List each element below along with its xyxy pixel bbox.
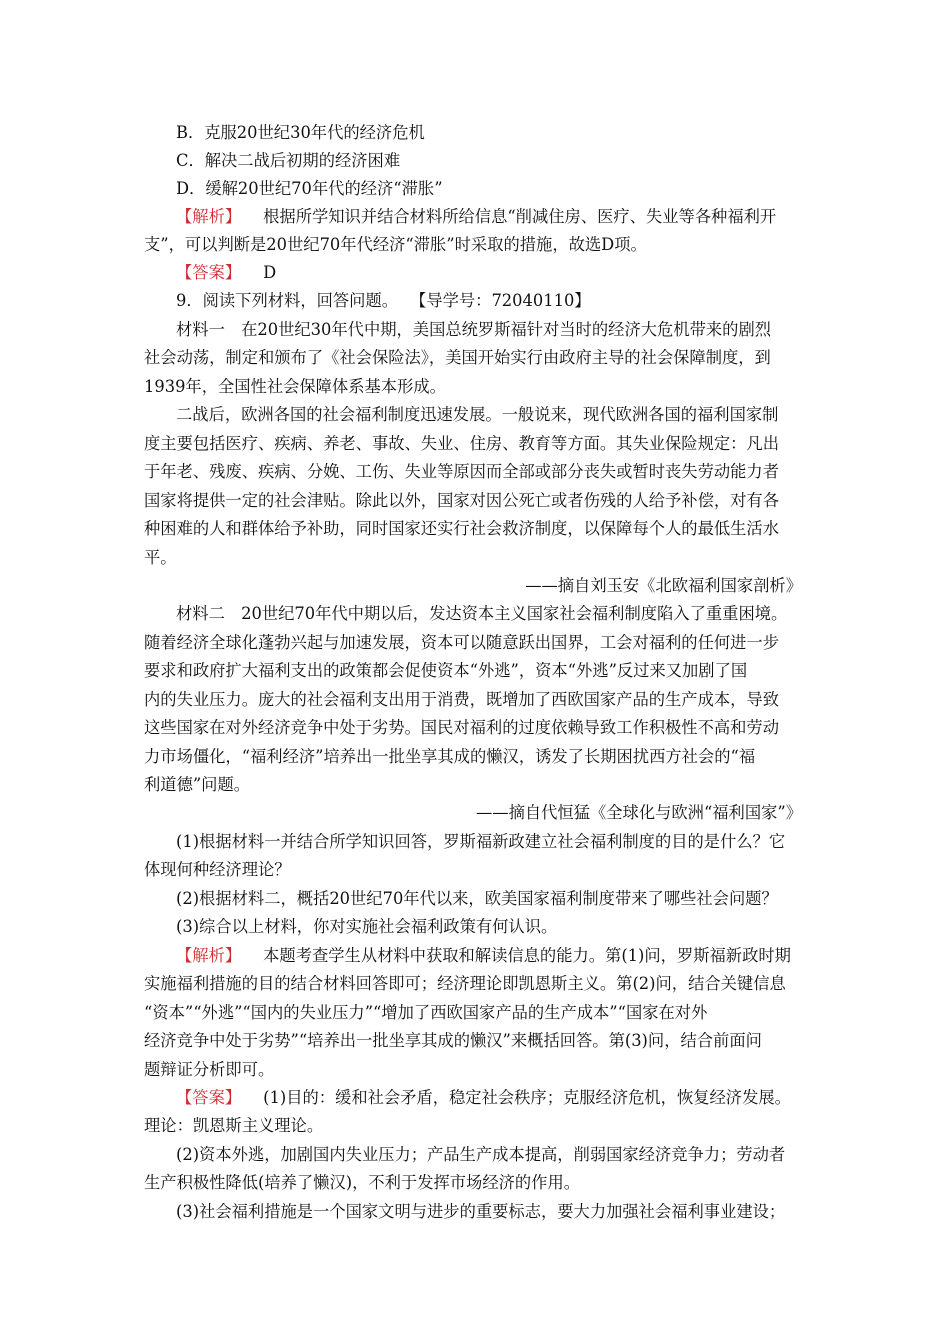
analysis-tag: 【解析】: [176, 207, 242, 226]
answer-tag: 【答案】: [176, 1088, 242, 1107]
question-1-line-1: (1)根据材料一并结合所学知识回答，罗斯福新政建立社会福利制度的目的是什么？它: [176, 832, 786, 851]
m1-line-2: 社会动荡，制定和颁布了《社会保险法》，美国开始实行由政府主导的社会保障制度，到: [144, 348, 771, 367]
q9-answer-line-5: (3)社会福利措施是一个国家文明与进步的重要标志，要大力加强社会福利事业建设；: [176, 1202, 786, 1221]
q9-stem: [176, 291, 809, 311]
m2-line-5: 这些国家在对外经济竞争中处于劣势。国民对福利的过度依赖导致工作积极性不高和劳动: [144, 718, 779, 737]
m1-line-6: 于年老、残废、疾病、分娩、工伤、失业等原因而全部或部分丧失或暂时丧失劳动能力者: [144, 462, 779, 481]
m1-source: ——摘自刘玉安《北欧福利国家剖析》: [525, 576, 802, 595]
question-1-line-2: 体现何种经济理论？: [144, 860, 291, 879]
m2-line-4: 内的失业压力。庞大的社会福利支出用于消费，既增加了西欧国家产品的生产成本，导致: [144, 690, 779, 709]
m1-line-3: 1939年，全国性社会保障体系基本形成。: [144, 377, 446, 396]
option-c: C．解决二战后初期的经济困难: [176, 151, 401, 170]
q9-analysis-line-5: 题辩证分析即可。: [144, 1060, 275, 1079]
answer-text: (1)目的：缓和社会矛盾，稳定社会秩序；克服经济危机，恢复经济发展。: [263, 1088, 791, 1107]
m2-line-2: 随着经济全球化蓬勃兴起与加速发展，资本可以随意跃出国界，工会对福利的任何进一步: [144, 633, 779, 652]
q9-analysis-line-1: [176, 946, 809, 966]
q9-answer-line-2: 理论：凯恩斯主义理论。: [144, 1116, 324, 1135]
m1-line-9: 平。: [144, 548, 177, 567]
m1-line-4: 二战后，欧洲各国的社会福利制度迅速发展。一般说来，现代欧洲各国的福利国家制: [176, 405, 779, 424]
question-2: (2)根据材料二，概括20世纪70年代以来，欧美国家福利制度带来了哪些社会问题？: [176, 889, 778, 908]
answer-tag: 【答案】: [176, 263, 242, 282]
q8-answer: [176, 263, 809, 283]
q9-answer-line-3: (2)资本外逃，加剧国内失业压力；产品生产成本提高，削弱国家经济竞争力；劳动者: [176, 1145, 786, 1164]
analysis-text: 根据所学知识并结合材料所给信息“削减住房、医疗、失业等各种福利开: [263, 207, 777, 226]
m2-line-7: 利道德”问题。: [144, 775, 251, 794]
answer-value: D: [263, 263, 277, 282]
m1-line-8: 种困难的人和群体给予补助，同时国家还实行社会救济制度，以保障每个人的最低生活水: [144, 519, 779, 538]
q9-analysis-line-2: 实施福利措施的目的结合材料回答即可；经济理论即凯恩斯主义。第(2)问，结合关键信息: [144, 974, 786, 993]
m1-line-5: 度主要包括医疗、疾病、养老、事故、失业、住房、教育等方面。其失业保险规定：凡出: [144, 434, 779, 453]
analysis-text: 本题考查学生从材料中获取和解读信息的能力。第(1)问，罗斯福新政时期: [263, 946, 791, 965]
option-b: B．克服20世纪30年代的经济危机: [176, 123, 425, 142]
q9-answer-line-4: 生产积极性降低(培养了懒汉)，不利于发挥市场经济的作用。: [144, 1173, 581, 1192]
question-3: (3)综合以上材料，你对实施社会福利政策有何认识。: [176, 917, 558, 936]
q8-analysis-line-1: [176, 207, 809, 227]
m1-line-7: 国家将提供一定的社会津贴。除此以外，国家对因公死亡或者伤残的人给予补偿，对有各: [144, 491, 779, 510]
m2-line-6: 力市场僵化，“福利经济”培养出一批坐享其成的懒汉，诱发了长期困扰西方社会的“福: [144, 747, 756, 766]
q9-answer-line-1: [176, 1088, 809, 1108]
q8-analysis-line-2: 支”，可以判断是20世纪70年代经济“滞胀”时采取的措施，故选D项。: [144, 235, 647, 254]
m2-line-1: 材料二 20世纪70年代中期以后，发达资本主义国家社会福利制度陷入了重重困境。: [176, 604, 788, 623]
m2-source: ——摘自代恒猛《全球化与欧洲“福利国家”》: [476, 803, 802, 822]
option-d: D．缓解20世纪70年代的经济“滞胀”: [176, 179, 443, 198]
analysis-tag: 【解析】: [176, 946, 242, 965]
q9-analysis-line-4: 经济竞争中处于劣势”“培养出一批坐享其成的懒汉”来概括回答。第(3)问，结合前面问: [144, 1031, 762, 1050]
m1-line-1: 材料一 在20世纪30年代中期，美国总统罗斯福针对当时的经济大危机带来的剧烈: [176, 320, 772, 339]
guide-number: 【导学号：72040110】: [410, 291, 591, 310]
q9-stem-text: 9．阅读下列材料，回答问题。: [176, 291, 399, 310]
m2-line-3: 要求和政府扩大福利支出的政策都会促使资本“外逃”，资本“外逃”反过来又加剧了国: [144, 661, 748, 680]
q9-analysis-line-3: “资本”“外逃”“国内的失业压力”“增加了西欧国家产品的生产成本”“国家在对外: [144, 1003, 708, 1022]
